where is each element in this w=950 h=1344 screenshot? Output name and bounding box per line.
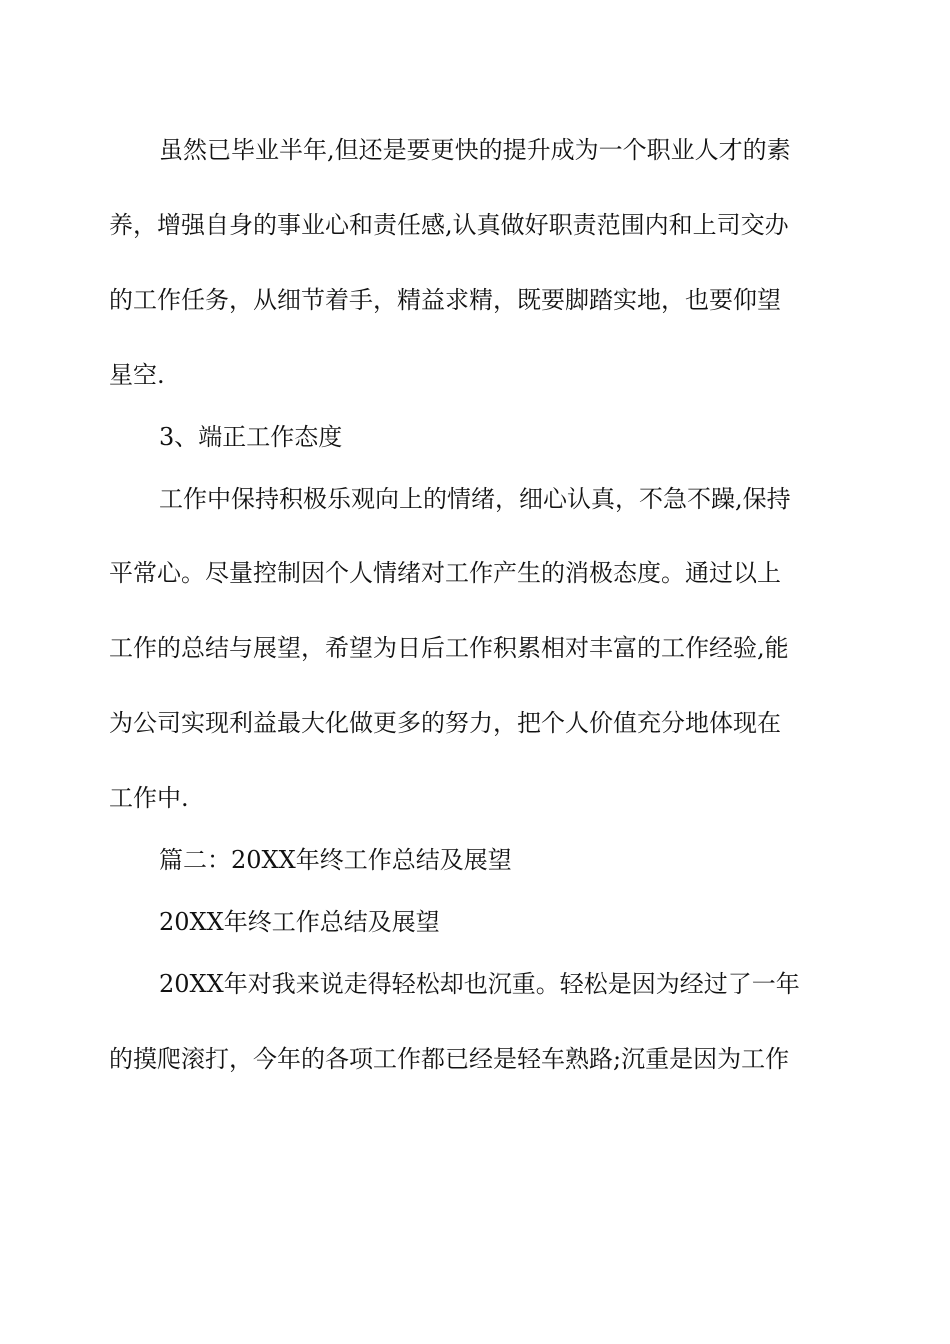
paragraph-line: 20XX年对我来说走得轻松却也沉重。轻松是因为经过了一年 xyxy=(159,970,800,998)
chapter-heading: 篇二：20XX年终工作总结及展望 xyxy=(159,846,512,874)
article-title: 20XX年终工作总结及展望 xyxy=(159,908,440,936)
section-heading: 3、端正工作态度 xyxy=(159,423,343,451)
paragraph-line: 虽然已毕业半年,但还是要更快的提升成为一个职业人才的素 xyxy=(159,136,791,164)
paragraph-line: 平常心。尽量控制因个人情绪对工作产生的消极态度。通过以上 xyxy=(109,559,781,587)
paragraph-line: 的摸爬滚打，今年的各项工作都已经是轻车熟路;沉重是因为工作 xyxy=(109,1045,790,1073)
paragraph-line: 的工作任务，从细节着手，精益求精，既要脚踏实地，也要仰望 xyxy=(109,286,781,314)
paragraph-line: 星空. xyxy=(109,361,165,389)
paragraph-line: 工作中. xyxy=(109,784,189,812)
paragraph-line: 工作的总结与展望，希望为日后工作积累相对丰富的工作经验,能 xyxy=(109,634,789,662)
paragraph-line: 养，增强自身的事业心和责任感,认真做好职责范围内和上司交办 xyxy=(109,211,789,239)
paragraph-line: 为公司实现利益最大化做更多的努力，把个人价值充分地体现在 xyxy=(109,709,781,737)
paragraph-line: 工作中保持积极乐观向上的情绪，细心认真，不急不躁,保持 xyxy=(159,485,791,513)
